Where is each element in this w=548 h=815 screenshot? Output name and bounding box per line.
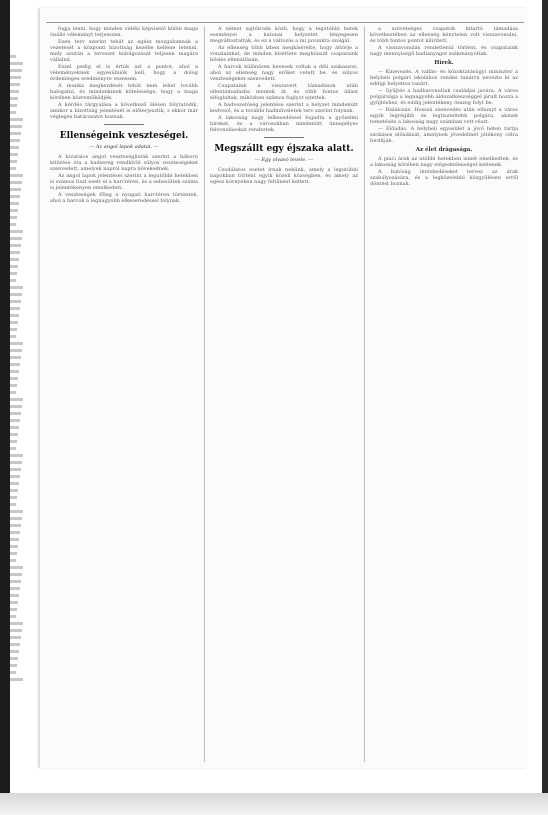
previous-page-text-line [10, 489, 18, 492]
previous-page-text-line [10, 468, 21, 471]
previous-page-text-line [10, 426, 19, 429]
paragraph: Ezzel pedig el is értük azt a pontot, ahol a véleményeknek egyesülniök kell, hogy a dolog érdemleges eredményre vezessen. [50, 64, 198, 82]
previous-page-text-line [10, 321, 18, 324]
col1-bottom-text [50, 154, 198, 204]
previous-page-text-line [10, 195, 20, 198]
col3-mid-text [370, 69, 518, 144]
previous-page-text-line [10, 391, 16, 394]
paragraph: A német sajtóiroda közli, hogy a legutóbbi hetek eseményei a katonai helyzetet lényegesen megváltoztatták, és ez a változás a mi javunkra szolgál. [210, 26, 358, 44]
paragraph: a szövetséges csapatok kitartó támadása következtében az ellenség kénytelen volt visszavonulni, és több fontos pontot kiürített. [370, 26, 518, 44]
previous-page-text-line [10, 55, 16, 58]
previous-page-text-line [10, 300, 21, 303]
col3-bottom-text [370, 156, 518, 187]
newspaper-page [40, 8, 528, 768]
paragraph: Csapataink a visszavert támadások után ellentámadásba mentek át, és több fontos állást elfoglaltak, miközben számos foglyot ejtettek. [210, 83, 358, 101]
previous-page-text-line [10, 307, 20, 310]
previous-page-text-line [10, 643, 20, 646]
previous-page-text-line [10, 405, 22, 408]
previous-page-text-line [10, 251, 20, 254]
previous-page-text-line [10, 188, 21, 191]
paragraph: A veszteségek főleg a nyugati harctéren történtek, ahol a harcok a legnagyobb elkeseredéssel folynak. [50, 192, 198, 204]
col2-bottom-text [210, 167, 358, 185]
scanner-edge-right [542, 0, 548, 815]
paragraph: Ezen terv szerint tehát az egész mozgalomnak a vezetését a központi bizottság kezébe kellene letenni, mely azután a tervezet kidolgozását teljesen magára vállalná. [50, 39, 198, 63]
col1-top-text [50, 26, 198, 120]
scanner-edge-bottom [0, 793, 548, 815]
previous-page-text-line [10, 335, 16, 338]
previous-page-text-line [10, 678, 23, 681]
column-1 [50, 26, 198, 762]
previous-page-text-line [10, 454, 23, 457]
previous-page-text-line [10, 342, 23, 345]
previous-page-text-line [10, 293, 22, 296]
previous-page-text-line [10, 636, 21, 639]
previous-page-text-line [10, 216, 17, 219]
previous-page-text-line [10, 538, 19, 541]
previous-page-text-line [10, 62, 23, 65]
article-headline: Megszállt egy éjszaka alatt. [214, 144, 354, 154]
previous-page-text-line [10, 132, 21, 135]
article-byline: — Az angol lapok adatai. — [89, 144, 159, 150]
previous-page-text-line [10, 363, 20, 366]
previous-page-text-line [10, 475, 20, 478]
paragraph: A munka megkezdését tehát nem lehet tovább halogatni, és mindenkinek kötelessége, hogy a maga körében közreműködjék. [50, 83, 198, 101]
previous-page-text-line [10, 412, 21, 415]
previous-page-text-line [10, 440, 17, 443]
paragraph: — Kinevezés. A vallás- és közoktatásügyi miniszter a helybeli polgári iskolához rendes tanárrá nevezte ki az eddigi helyettes tanárt. [370, 69, 518, 87]
column-3 [370, 26, 518, 762]
previous-page-text-line [10, 258, 19, 261]
col3-top-text [370, 26, 518, 57]
previous-page-text-line [10, 90, 19, 93]
previous-page-text-line [10, 608, 17, 611]
paragraph: — Gyűjtés a hadbavonultak családjai javára. A város polgársága a legnagyobb áldozatkészséggel járult hozzá a gyűjtéshez, és eddig jelentékeny összeg folyt be. [370, 88, 518, 106]
previous-page-text-line [10, 244, 21, 247]
previous-page-text-line [10, 482, 19, 485]
scanner-edge-left [0, 0, 10, 815]
previous-page-text-line [10, 230, 23, 233]
paragraph: A lakosság nagy lelkesedéssel fogadta a győzelmi híreket, és a városokban mindenütt ünnepélyes felvonulásokat rendeztek. [210, 115, 358, 133]
paragraph: Az angol lapok jelentései szerint a legutóbbi hetekben is számos tiszt esett el a harctéren, és a sebesültek száma is jelentékenyen emelkedett. [50, 173, 198, 191]
previous-page-text-line [10, 139, 20, 142]
previous-page-text-line [10, 419, 20, 422]
previous-page-text-line [10, 237, 22, 240]
previous-page-text-line [10, 314, 19, 317]
paragraph: — Halálozás. Hosszú szenvedés után elhunyt a város egyik legrégibb és legtiszteltebb polgára, akinek temetésén a lakosság nagy számban vett részt. [370, 107, 518, 125]
previous-page-text-line [10, 433, 18, 436]
previous-page-text-line [10, 524, 21, 527]
separator [104, 124, 144, 125]
paragraph: A visszavonulás rendetlenül történt, és csapataink nagy mennyiségű hadianyagot zsákmányoltak. [370, 45, 518, 57]
previous-page-text-line [10, 349, 22, 352]
previous-page-text-line [10, 370, 19, 373]
previous-page-text-line [10, 496, 17, 499]
previous-page-text-line [10, 664, 17, 667]
previous-page-text-line [10, 447, 16, 450]
previous-page-text-line [10, 671, 16, 674]
previous-page-text-line [10, 622, 23, 625]
previous-page-text-line [10, 97, 18, 100]
previous-page-text-line [10, 174, 23, 177]
previous-page-text-line [10, 517, 22, 520]
previous-page-text-line [10, 111, 16, 114]
previous-page-text-line [10, 629, 22, 632]
previous-page-text-line [10, 209, 18, 212]
column-rule [204, 26, 205, 762]
paragraph: A kérdés tárgyalása a következő ülésen folytatódik, amikor a bizottság jelentését is előterjesztik, s ekkor már végleges határozatot hoznak. [50, 102, 198, 120]
section-subhead: Hírek. [434, 60, 454, 66]
previous-page-text-line [10, 594, 19, 597]
previous-page-text-line [10, 160, 17, 163]
previous-page-text-line [10, 153, 18, 156]
previous-page-text-line [10, 545, 18, 548]
article-headline: Ellenségeink veszteségei. [59, 131, 189, 141]
col2-top-text [210, 26, 358, 133]
previous-page-text-line [10, 657, 18, 660]
previous-page-text-line [10, 531, 20, 534]
previous-page-text-line [10, 510, 23, 513]
previous-page-text-line [10, 615, 16, 618]
previous-page-text-line [10, 272, 17, 275]
previous-page-text-line [10, 286, 23, 289]
previous-page-text-line [10, 356, 21, 359]
paragraph: Csodálatos esetet írnak nekünk, amely a legutóbbi napokban történt egyik közeli községben, és amely az egész környéken nagy feltűnést keltett. [210, 167, 358, 185]
previous-page-text-line [10, 384, 17, 387]
paragraph: fogja lenni, hogy minden vidéki képviselő külön maga önálló véleményt terjesszen. [50, 26, 198, 38]
article-byline: — Egy olvasó levele. — [254, 157, 314, 163]
previous-page-text-line [10, 461, 22, 464]
paragraph: A harcok különösen hevesek voltak a déli szakaszon, ahol az ellenség nagy erőket vetett be, és súlyos veszteségeket szenvedett. [210, 64, 358, 82]
paragraph: A hivatalos angol veszteséglisták szerint a háború kitörése óta a hadsereg rendkívül súlyos veszteségeket szenvedett, amelyek napról napra növekednek. [50, 154, 198, 172]
previous-page-text-line [10, 223, 16, 226]
previous-page-text-line [10, 559, 16, 562]
previous-page-text-line [10, 167, 16, 170]
previous-page-text-line [10, 146, 19, 149]
previous-page-text-line [10, 69, 22, 72]
paragraph: Az ellenség több ízben megkísérelte, hogy áttörje a vonalainkat, de minden kísérlete meghiúsult csapataink hősies ellenállásán. [210, 45, 358, 63]
previous-page-text-line [10, 601, 18, 604]
previous-page-text-line [10, 265, 18, 268]
previous-page-text-line [10, 118, 23, 121]
previous-page-text-line [10, 83, 20, 86]
previous-page-text-line [10, 104, 17, 107]
previous-page-text-line [10, 279, 16, 282]
previous-page-text-line [10, 573, 22, 576]
paragraph: A piaci árak az utóbbi hetekben ismét emelkedtek, és a lakosság körében nagy elégedetlenséget keltenek. [370, 156, 518, 168]
previous-page-text-line [10, 552, 17, 555]
section-subhead: Az élet drágasága. [415, 147, 473, 153]
column-rule [364, 26, 365, 762]
column-2 [210, 26, 358, 762]
paragraph: A hadvezetőség jelentése szerint a helyzet mindenütt kedvező, és a további hadműveletek terv szerint folynak. [210, 102, 358, 114]
paragraph: A hatóság intézkedéseket tervez az árak szabályozására, és a legközelebbi közgyűlésen erről döntést hoznak. [370, 169, 518, 187]
previous-page-text-line [10, 202, 19, 205]
previous-page-text-line [10, 566, 23, 569]
paragraph: — Előadás. A helybeli egyesület a jövő héten tartja szokásos előadását, amelynek jövedelmét jótékony célra fordítják. [370, 126, 518, 144]
separator [264, 137, 304, 138]
previous-page-text-line [10, 125, 22, 128]
header-rule [46, 22, 524, 23]
previous-page-text-line [10, 377, 18, 380]
previous-page-text-line [10, 580, 21, 583]
previous-page-text-line [10, 76, 21, 79]
previous-page-text-line [10, 398, 23, 401]
previous-page-text-line [10, 181, 22, 184]
previous-page-text-line [10, 503, 16, 506]
previous-page-text-line [10, 650, 19, 653]
previous-page-text-line [10, 587, 20, 590]
previous-page-strip [10, 55, 24, 695]
previous-page-text-line [10, 328, 17, 331]
